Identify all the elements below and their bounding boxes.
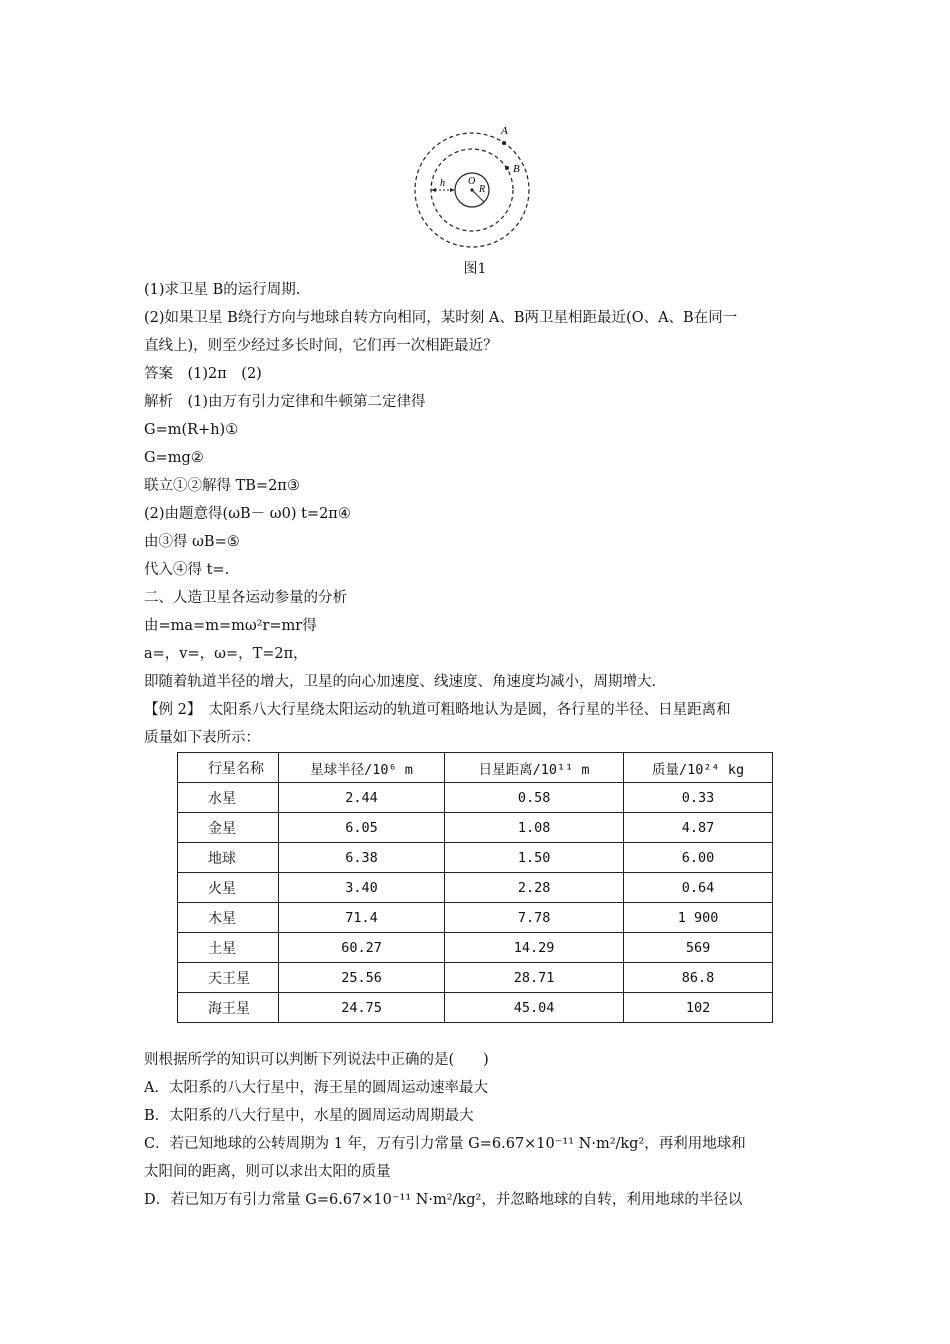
planet-radius: 24.75 [279,993,445,1023]
header-distance: 日星距离/10¹¹ m [445,753,624,783]
planet-distance: 28.71 [445,963,624,993]
planet-name: 火星 [178,873,279,903]
label-h: h [440,178,445,189]
question-part-2: (2)如果卫星 B绕行方向与地球自转方向相同，某时刻 A、B两卫星相距最近(O、A、B在同一 [144,310,738,326]
equation-3: 联立①②解得 TB=2π③ [144,478,300,494]
header-radius: 星球半径/10⁶ m [279,753,445,783]
example-2-line: 【例 2】 太阳系八大行星绕太阳运动的轨道可粗略地认为是圆，各行星的半径、日星距离和 [144,702,731,718]
table-header-row [178,753,773,783]
planet-mass: 0.33 [624,783,773,813]
conclusion-line: 即随着轨道半径的增大，卫星的向心加速度、线速度、角速度均减小，周期增大. [144,674,657,690]
equation-4: (2)由题意得(ωB－ ω0) t=2π④ [144,506,351,522]
figure-caption: 图1 [463,261,487,277]
planet-distance: 0.58 [445,783,624,813]
table-row [178,813,773,843]
equation-2: G=mg② [144,450,204,466]
orbit-diagram [412,120,536,250]
equation-1: G=m(R+h)① [144,422,239,438]
planet-mass: 86.8 [624,963,773,993]
result-line: a=，v=，ω=，T=2π， [144,646,308,662]
planet-name: 金星 [178,813,279,843]
question-stem: 则根据所学的知识可以判断下列说法中正确的是( ) [144,1052,489,1068]
question-part-2-cont: 直线上)，则至少经过多长时间，它们再一次相距最近？ [144,338,498,354]
label-r: R [479,184,486,195]
planet-name: 海王星 [178,993,279,1023]
planet-mass: 0.64 [624,873,773,903]
planet-radius: 6.38 [279,843,445,873]
table-row [178,873,773,903]
planet-radius: 3.40 [279,873,445,903]
option-a: A．太阳系的八大行星中，海王星的圆周运动速率最大 [144,1080,488,1096]
satellite-b [505,166,509,170]
option-b: B．太阳系的八大行星中，水星的圆周运动周期最大 [144,1108,474,1124]
header-name: 行星名称 [178,753,279,783]
option-c: C．若已知地球的公转周期为 1 年，万有引力常量 G=6.67×10⁻¹¹ N·m²/kg²，再利用地球和 [144,1136,746,1152]
planet-radius: 60.27 [279,933,445,963]
equation-6: 代入④得 t=. [144,562,230,578]
planet-radius: 25.56 [279,963,445,993]
planet-mass: 4.87 [624,813,773,843]
option-c-cont: 太阳间的距离，则可以求出太阳的质量 [144,1164,391,1180]
table-row [178,783,773,813]
section-heading: 二、人造卫星各运动参量的分析 [144,590,347,606]
planet-mass: 569 [624,933,773,963]
analysis-line: 解析 (1)由万有引力定律和牛顿第二定律得 [144,394,426,410]
planet-distance: 1.08 [445,813,624,843]
planet-name: 土星 [178,933,279,963]
planet-name: 地球 [178,843,279,873]
equation-5: 由③得 ωB=⑤ [144,534,240,550]
altitude-arrow-right [450,188,455,192]
planet-distance: 7.78 [445,903,624,933]
planet-name: 水星 [178,783,279,813]
table-row [178,963,773,993]
planet-table [177,752,773,1023]
planet-mass: 1 900 [624,903,773,933]
planet-distance: 1.50 [445,843,624,873]
label-o: O [468,176,476,187]
planet-name: 木星 [178,903,279,933]
question-part-1: (1)求卫星 B的运行周期. [144,282,301,298]
altitude-arrow-left [431,188,436,192]
table-row [178,933,773,963]
label-a: A [501,125,508,137]
planet-radius: 2.44 [279,783,445,813]
table-row [178,843,773,873]
planet-distance: 2.28 [445,873,624,903]
formula-line: 由=ma=m=mω²r=mr得 [144,618,317,634]
table-row [178,993,773,1023]
planet-radius: 71.4 [279,903,445,933]
planet-distance: 45.04 [445,993,624,1023]
answer-line: 答案 (1)2π (2) [144,366,262,382]
planet-distance: 14.29 [445,933,624,963]
header-mass: 质量/10²⁴ kg [624,753,773,783]
planet-name: 天王星 [178,963,279,993]
label-b: B [513,163,520,175]
example-2-line-cont: 质量如下表所示： [144,730,260,746]
option-d: D．若已知万有引力常量 G=6.67×10⁻¹¹ N·m²/kg²，并忽略地球的自转，利用地球的半径以 [144,1192,743,1208]
planet-mass: 102 [624,993,773,1023]
satellite-a [502,141,506,145]
table-row [178,903,773,933]
planet-mass: 6.00 [624,843,773,873]
planet-radius: 6.05 [279,813,445,843]
